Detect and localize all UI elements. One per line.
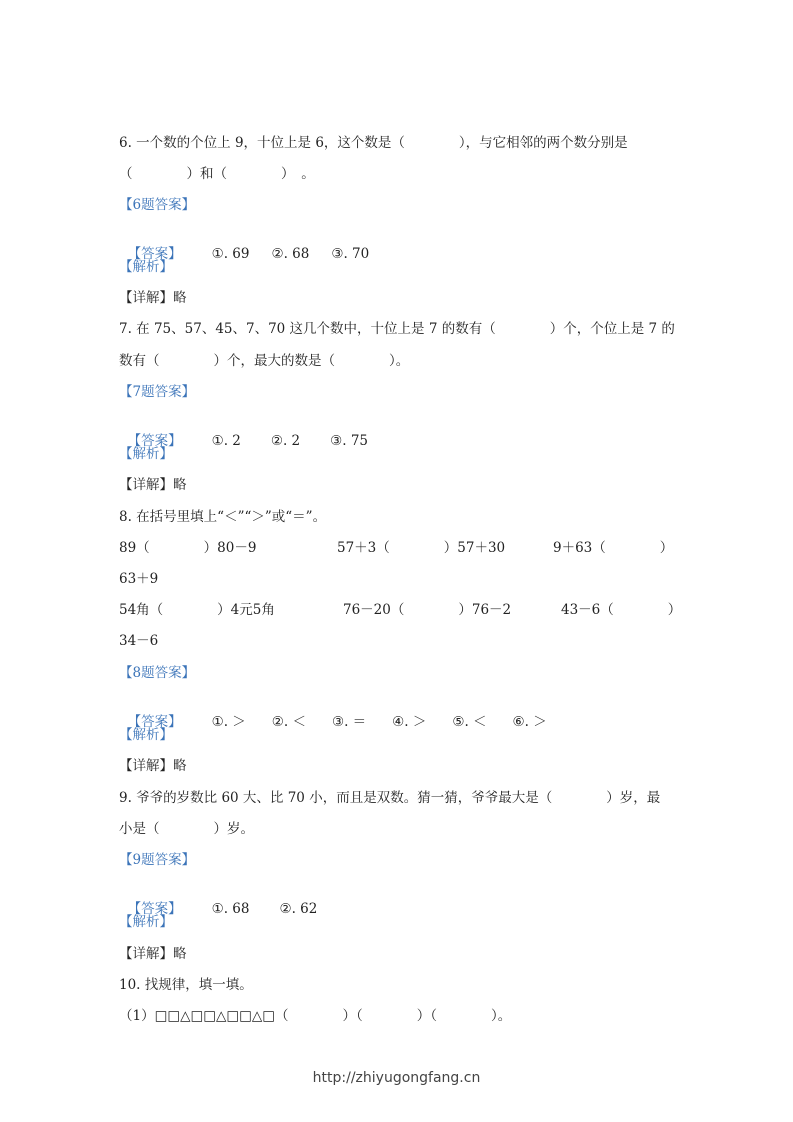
q6-detail: 【详解】略 (119, 290, 187, 306)
q8-row2d: 34－6 (119, 633, 159, 649)
q7-text-line1: 7. 在 75、57、45、7、70 这几个数中，十位上是 7 的数有（ ）个，个位上是 7 的 (119, 321, 675, 337)
answer-label: 【答案】 (127, 246, 182, 262)
q6-text-line2: （ ）和（ ） 。 (119, 166, 315, 182)
q8-row2b: 76－20（ ）76－2 (343, 602, 512, 618)
q8-row1a: 89（ ）80－9 (119, 540, 257, 556)
answer-item: ⑥. ＞ (512, 714, 547, 730)
q9-text-line2: 小是（ ）岁。 (119, 821, 254, 837)
q8-row1c: 9＋63（ ） (553, 540, 674, 556)
answer-label: 【答案】 (127, 901, 182, 917)
answer-item: ⑤. ＜ (452, 714, 487, 730)
q9-detail: 【详解】略 (119, 946, 187, 962)
answer-label: 【答案】 (127, 714, 182, 730)
q7-detail: 【详解】略 (119, 477, 187, 493)
answer-item: ③. ＝ (331, 714, 367, 730)
q9-analysis-label: 【解析】 (119, 914, 173, 930)
q8-analysis-label: 【解析】 (119, 727, 173, 743)
answer-item: ①. 68 (211, 901, 250, 917)
q8-detail: 【详解】略 (119, 758, 187, 774)
answer-item: ③. 70 (331, 246, 370, 262)
answer-item: ①. 2 (211, 433, 241, 449)
q8-row2a: 54角（ ）4元5角 (119, 602, 275, 618)
q8-text-line1: 8. 在括号里填上“＜”“＞”或“＝”。 (119, 509, 327, 525)
answer-item: ①. 69 (211, 246, 250, 262)
q9-text-line1: 9. 爷爷的岁数比 60 大、比 70 小，而且是双数。猜一猜，爷爷最大是（ ）岁，最 (119, 790, 661, 806)
q10-text-line1: 10. 找规律，填一填。 (119, 977, 253, 993)
footer-url[interactable]: http://zhiyugongfang.cn (312, 1070, 481, 1086)
q6-analysis-label: 【解析】 (119, 259, 173, 275)
answer-item: ①. ＞ (211, 714, 246, 730)
q8-row1d: 63＋9 (119, 571, 159, 587)
answer-item: ③. 75 (330, 433, 369, 449)
answer-item: ②. 62 (279, 901, 318, 917)
answer-item: ②. 68 (271, 246, 310, 262)
q7-text-line2: 数有（ ）个，最大的数是（ ）。 (119, 353, 410, 369)
answer-item: ④. ＞ (392, 714, 427, 730)
q8-answer-header: 【8题答案】 (119, 665, 196, 681)
q7-analysis-label: 【解析】 (119, 446, 173, 462)
q8-row2c: 43－6（ ） (561, 602, 682, 618)
answer-item: ②. 2 (270, 433, 301, 449)
q8-row1b: 57＋3（ ）57＋30 (337, 540, 506, 556)
answer-label: 【答案】 (127, 433, 182, 449)
q9-answer-header: 【9题答案】 (119, 852, 196, 868)
q6-answer-header: 【6题答案】 (119, 197, 196, 213)
answer-item: ②. ＜ (271, 714, 306, 730)
q7-answer-header: 【7题答案】 (119, 384, 196, 400)
q8-answer-row (119, 695, 547, 731)
q10-text-line2: （1）□□△□□△□□△□（ ）（ ）（ ）。 (119, 1008, 512, 1024)
q6-text-line1: 6. 一个数的个位上 9，十位上是 6，这个数是（ ），与它相邻的两个数分别是 (119, 135, 628, 151)
